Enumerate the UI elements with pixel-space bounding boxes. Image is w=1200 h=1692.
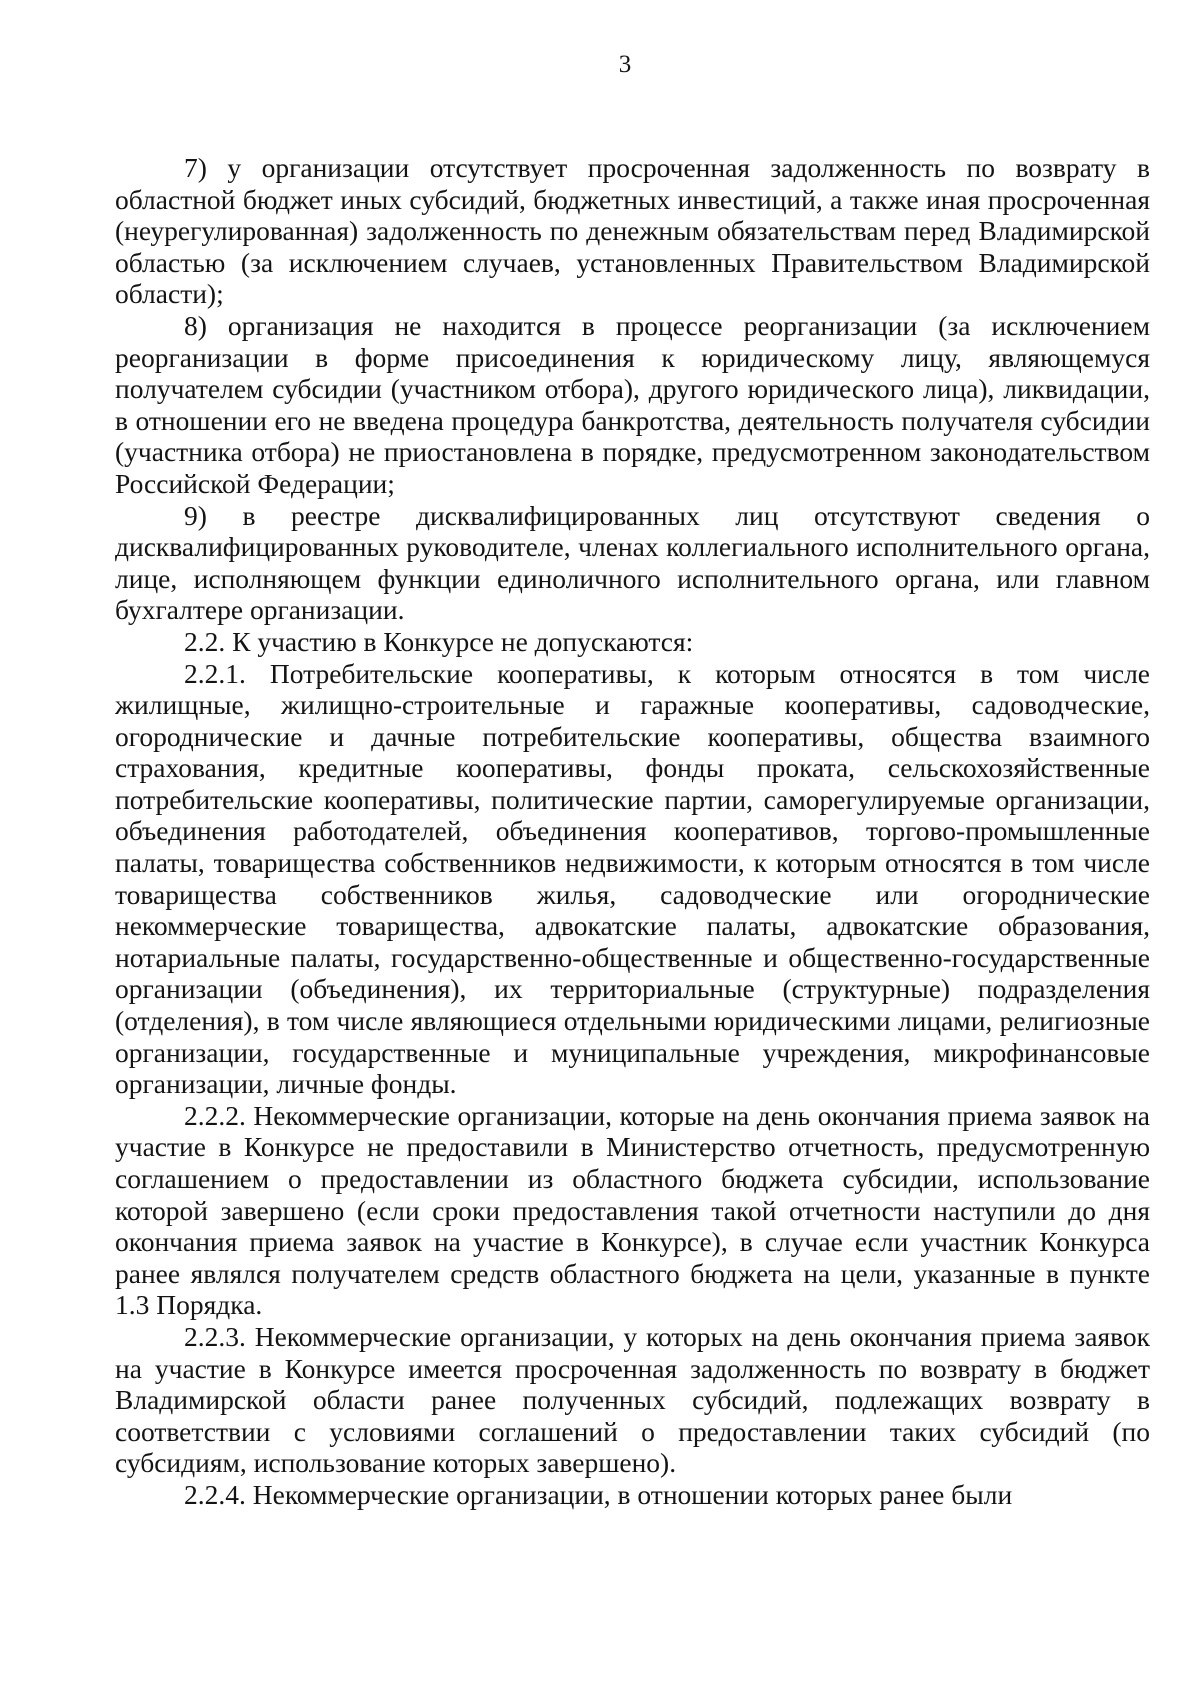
paragraph-9: 9) в реестре дисквалифицированных лиц отсутствуют сведения о дисквалифицированных руководителе, членах коллегиального исполнительного органа, лице, исполняющем функции единоличного исполнительного органа, или главном бухгалтере организации. xyxy=(115,499,1150,626)
paragraph-2-2-4: 2.2.4. Некоммерческие организации, в отношении которых ранее были xyxy=(184,1478,1013,1510)
page-number: 3 xyxy=(618,51,632,78)
paragraph-7: 7) у организации отсутствует просроченная задолженность по возврату в областной бюджет иных субсидий, бюджетных инвестиций, а также иная просроченная (неурегулированная) задолженность по денежным обязательствам перед Владимирской областью (за исключением случаев, установленных Правительством Владимирской области); xyxy=(115,152,1150,310)
paragraph-2-2-3: 2.2.3. Некоммерческие организации, у которых на день окончания приема заявок на участие в Конкурсе имеется просроченная задолженность по возврату в бюджет Владимирской области ранее полученных субсидий, подлежащих возврату в соответствии с условиями соглашений о предоставлении таких субсидий (по субсидиям, использование которых завершено). xyxy=(115,1320,1150,1479)
paragraph-2-2: 2.2. К участию в Конкурсе не допускаются: xyxy=(184,625,694,657)
paragraph-8: 8) организация не находится в процессе реорганизации (за исключением реорганизации в форме присоединения к юридическому лицу, являющемуся получателем субсидии (участником отбора), другого юридического лица), ликвидации, в отношении его не введена процедура банкротства, деятельность получателя субсидии (участника отбора) не приостановлена в порядке, предусмотренном законодательством Российской Федерации; xyxy=(115,309,1150,499)
paragraph-2-2-2: 2.2.2. Некоммерческие организации, которые на день окончания приема заявок на участие в Конкурсе не предоставили в Министерство отчетность, предусмотренную соглашением о предоставлении из областного бюджета субсидии, использование которой завершено (если сроки предоставления такой отчетности наступили до дня окончания приема заявок на участие в Конкурсе), в случае если участник Конкурса ранее являлся получателем средств областного бюджета на цели, указанные в пункте 1.3 Порядка. xyxy=(115,1099,1150,1321)
paragraph-2-2-1: 2.2.1. Потребительские кооперативы, к которым относятся в том числе жилищные, жилищно-строительные и гаражные кооперативы, садоводческие, огороднические и дачные потребительские кооперативы, общества взаимного страхования, кредитные кооперативы, фонды проката, сельскохозяйственные потребительские кооперативы, политические партии, саморегулируемые организации, объединения работодателей, объединения кооперативов, торгово-промышленные палаты, товарищества собственников недвижимости, к которым относятся в том числе товарищества собственников жилья, садоводческие или огороднические некоммерческие товарищества, адвокатские палаты, адвокатские образования, нотариальные палаты, государственно-общественные и общественно-государственные организации (объединения), их территориальные (структурные) подразделения (отделения), в том числе являющиеся отдельными юридическими лицами, религиозные организации, государственные и муниципальные учреждения, микрофинансовые организации, личные фонды. xyxy=(115,657,1150,1100)
document-body xyxy=(115,152,1150,1511)
